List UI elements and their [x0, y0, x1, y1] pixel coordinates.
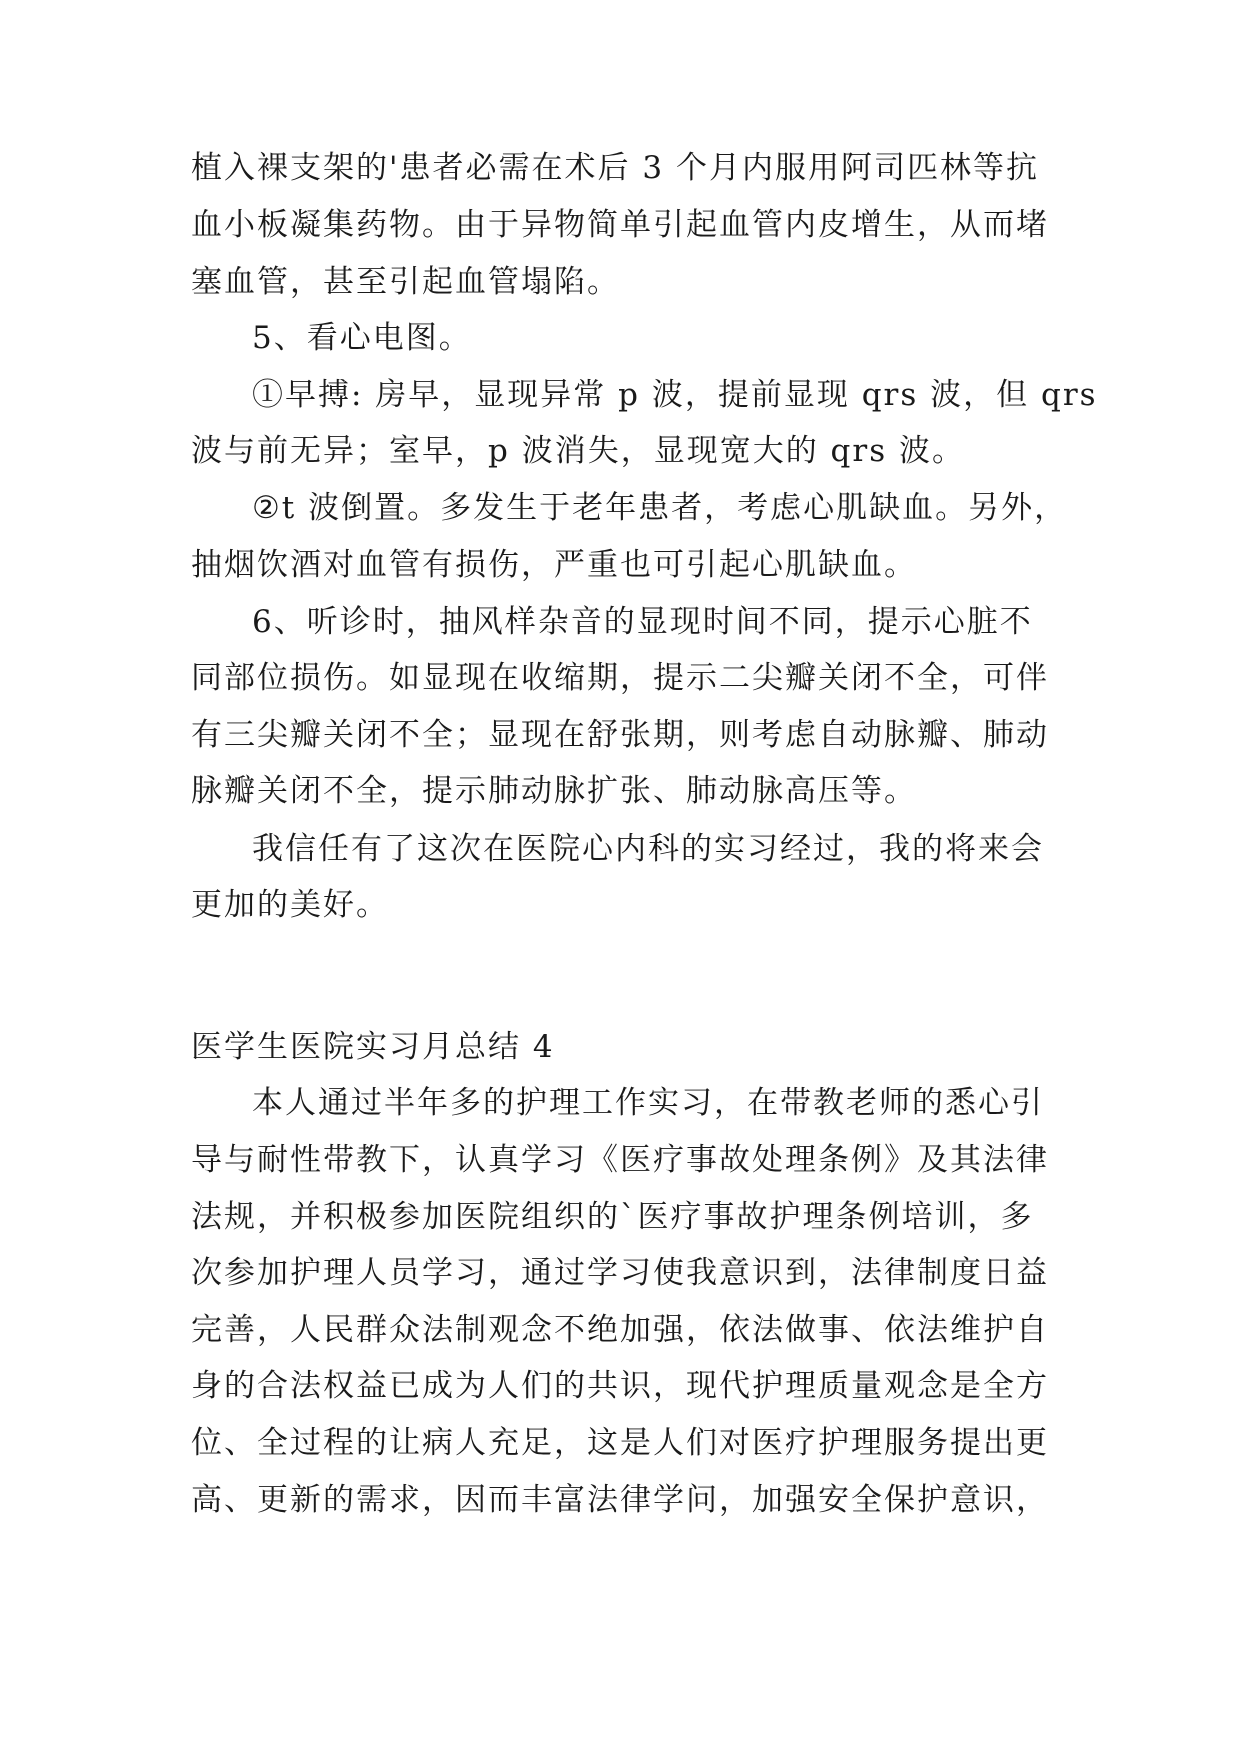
text-line: 6、听诊时，抽风样杂音的显现时间不同，提示心脏不 — [252, 604, 1033, 640]
text-line: 有三尖瓣关闭不全；显现在舒张期，则考虑自动脉瓣、肺动 — [191, 717, 1049, 753]
text-line: 位、全过程的让病人充足，这是人们对医疗护理服务提出更 — [191, 1425, 1049, 1461]
text-line: 我信任有了这次在医院心内科的实习经过，我的将来会 — [252, 831, 1044, 867]
text-line: 塞血管，甚至引起血管塌陷。 — [191, 264, 620, 300]
section-title: 医学生医院实习月总结 4 — [191, 1029, 555, 1065]
text-line: 法规，并积极参加医院组织的`医疗事故护理条例培训，多 — [191, 1199, 1034, 1235]
text-line: 高、更新的需求，因而丰富法律学问，加强安全保护意识， — [191, 1482, 1049, 1518]
text-line: 次参加护理人员学习，通过学习使我意识到，法律制度日益 — [191, 1255, 1049, 1291]
text-line: 抽烟饮酒对血管有损伤，严重也可引起心肌缺血。 — [191, 547, 917, 583]
text-line: 导与耐性带教下，认真学习《医疗事故处理条例》及其法律 — [191, 1142, 1049, 1178]
text-line: 植入裸支架的'患者必需在术后 3 个月内服用阿司匹林等抗 — [191, 150, 1039, 186]
text-line: 本人通过半年多的护理工作实习，在带教老师的悉心引 — [252, 1085, 1044, 1121]
text-line: 身的合法权益已成为人们的共识，现代护理质量观念是全方 — [191, 1368, 1049, 1404]
text-line: 更加的美好。 — [191, 887, 389, 923]
text-line: ①早搏: 房早，显现异常 p 波，提前显现 qrs 波，但 qrs — [252, 377, 1098, 413]
text-line: ②t 波倒置。多发生于老年患者，考虑心肌缺血。另外， — [252, 490, 1068, 526]
text-line: 波与前无异；室早，p 波消失，显现宽大的 qrs 波。 — [191, 433, 965, 469]
text-line: 完善，人民群众法制观念不绝加强，依法做事、依法维护自 — [191, 1312, 1049, 1348]
text-line: 脉瓣关闭不全，提示肺动脉扩张、肺动脉高压等。 — [191, 773, 917, 809]
text-line: 5、看心电图。 — [252, 320, 472, 356]
text-line: 同部位损伤。如显现在收缩期，提示二尖瓣关闭不全，可伴 — [191, 660, 1049, 696]
text-line: 血小板凝集药物。由于异物简单引起血管内皮增生，从而堵 — [191, 207, 1049, 243]
